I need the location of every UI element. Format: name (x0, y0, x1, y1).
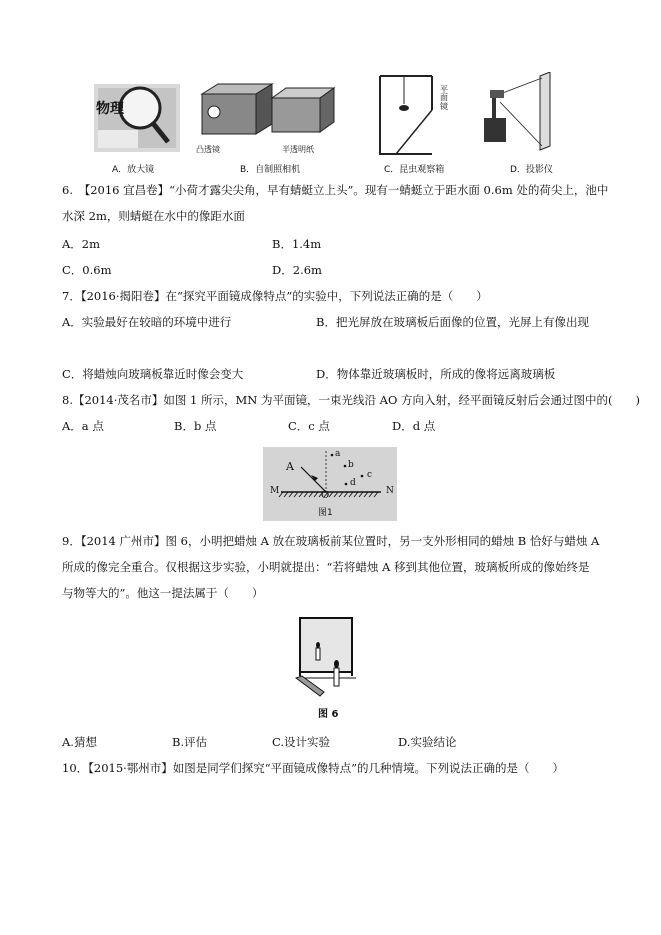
fig1-label-o: O (321, 490, 330, 501)
q7-option-b: B．把光屏放在玻璃板后面像的位置，光屏上有像出现 (316, 315, 589, 329)
q8-stem-line1: 8.【2014·茂名市】如图 1 所示，MN 为平面镜，一束光线沿 AO 方向入射，经平面镜反射后会通过图中的( ) (62, 393, 641, 407)
q8-option-b: B．b 点 (174, 419, 217, 433)
figure-projector (478, 72, 558, 154)
q9-option-c: C.设计实验 (272, 735, 331, 749)
q8-option-d: D．d 点 (392, 419, 436, 433)
q9-option-a: A.猜想 (62, 735, 97, 749)
q9-stem-line3: 与物等大的”。他这一提法属于（ ） (62, 586, 264, 600)
caption-a: A．放大镜 (112, 165, 155, 175)
q9-stem-line1: 9．【2014 广州市】图 6，小明把蜡烛 A 放在玻璃板前某位置时，另一支外形相同的蜡烛 B 恰好与蜡烛 A (62, 534, 600, 548)
fig1-label-a-ray: A (286, 460, 294, 473)
q6-option-a: A．2m (62, 237, 101, 251)
fig6-caption: 图 6 (318, 709, 339, 720)
fig1-label-m: M (270, 486, 280, 496)
q6-option-c: C．0.6m (62, 263, 112, 277)
label-translucent-paper: 半透明纸 (282, 145, 314, 154)
q7-option-d: D．物体靠近玻璃板时，所成的像将远离玻璃板 (316, 367, 556, 381)
figure-6-candle-glass (294, 616, 358, 702)
figure-pinhole-camera (198, 80, 338, 140)
q6-option-d: D．2.6m (272, 263, 322, 277)
fig1-point-b: b (348, 460, 354, 470)
fig1-point-a: a (335, 449, 341, 459)
magnifier-text: 物理 (96, 101, 124, 117)
caption-b: B．自制照相机 (240, 165, 301, 175)
q6-stem-line2: 水深 2m，则蜻蜓在水中的像距水面 (62, 209, 245, 223)
caption-c: C．昆虫观察箱 (384, 165, 445, 175)
label-plane-mirror: 平面镜 (440, 85, 448, 111)
q8-option-a: A．a 点 (62, 419, 104, 433)
q9-option-b: B.评估 (172, 735, 208, 749)
q6-stem-line1: 6. 【2016 宜昌卷】“小荷才露尖尖角，早有蜻蜓立上头”。现有一蜻蜓立于距水面 0.6m 处的荷尖上，池中 (62, 183, 609, 197)
q7-option-a: A．实验最好在较暗的环境中进行 (62, 315, 232, 329)
q10-stem-line1: 10．【2015·鄂州市】如图是同学们探究“平面镜成像特点”的几种情境。下列说法正确的是（ ） (62, 761, 565, 775)
fig1-point-d: d (350, 478, 356, 488)
caption-d: D．投影仪 (510, 165, 553, 175)
q9-stem-line2: 所成的像完全重合。仅根据这步实验，小明就提出：“若将蜡烛 A 移到其他位置，玻璃板所成的像始终是 (62, 560, 590, 574)
q7-stem-line1: 7．【2016·揭阳卷】在“探究平面镜成像特点”的实验中，下列说法正确的是（ ） (62, 289, 488, 303)
figure-magnifier (92, 80, 182, 158)
fig1-point-c: c (367, 470, 373, 480)
label-convex-lens: 凸透镜 (196, 145, 220, 154)
q7-option-c: C．将蜡烛向玻璃板靠近时像会变大 (62, 367, 244, 381)
fig1-label-n: N (386, 486, 394, 496)
q6-option-b: B．1.4m (272, 237, 322, 251)
q8-option-c: C．c 点 (288, 419, 330, 433)
fig1-caption: 图1 (318, 508, 333, 518)
q9-option-d: D.实验结论 (398, 735, 457, 749)
